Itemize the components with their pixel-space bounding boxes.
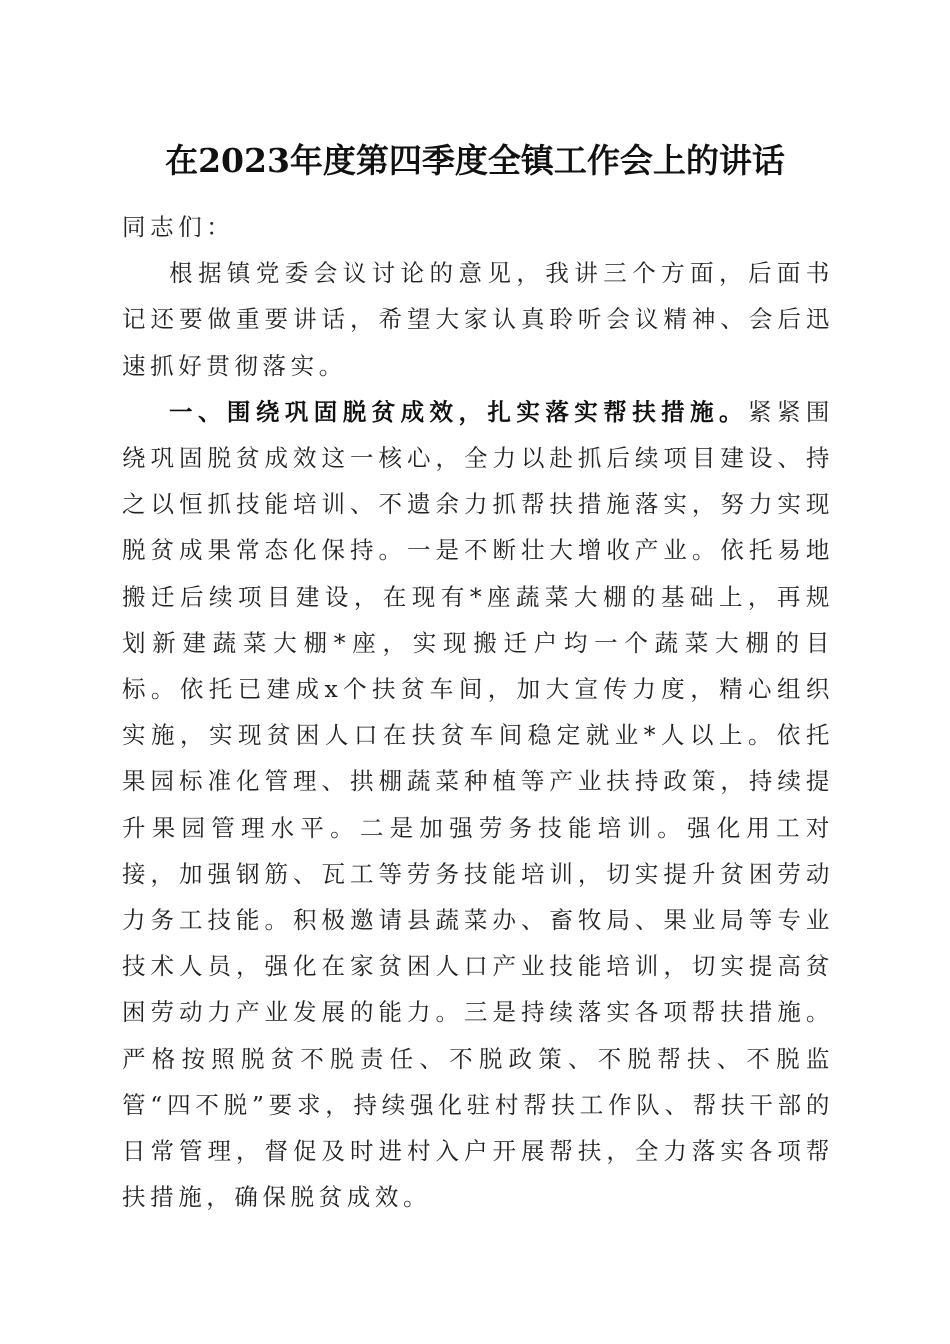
document-title: 在2023年度第四季度全镇工作会上的讲话 — [165, 141, 785, 180]
section-1-body: 紧紧围绕巩固脱贫成效这一核心，全力以赴抓后续项目建设、持之以恒抓技能培训、不遗余力抓帮扶措施落实，努力实现脱贫成果常态化保持。一是不断壮大增收产业。依托易地搬迁后续项目建设，在现有*座蔬菜大棚的基础上，再规划新建蔬菜大棚*座，实现搬迁户均一个蔬菜大棚的目标。依托已建成x个扶贫车间，加大宣传力度，精心组织实施，实现贫困人口在扶贫车间稳定就业*人以上。依托果园标准化管理、拱棚蔬菜种植等产业扶持政策，持续提升果园管理水平。二是加强劳务技能培训。强化用工对接，加强钢筋、瓦工等劳务技能培训，切实提升贫困劳动力务工技能。积极邀请县蔬菜办、畜牧局、果业局等专业技术人员，强化在家贫困人口产业技能培训，切实提高贫困劳动力产业发展的能力。三是持续落实各项帮扶措施。严格按照脱贫不脱责任、不脱政策、不脱帮扶、不脱监管“四不脱”要求，持续强化驻村帮扶工作队、帮扶干部的日常管理，督促及时进村入户开展帮扶，全力落实各项帮扶措施，确保脱贫成效。 — [122, 397, 834, 1212]
document-body — [122, 204, 834, 1220]
intro-paragraph: 根据镇党委会议讨论的意见，我讲三个方面，后面书记还要做重要讲话，希望大家认真聆听会议精神、会后迅速抓好贯彻落实。 — [122, 259, 834, 380]
section-1-paragraph — [122, 389, 834, 1221]
section-1-heading: 一、围绕巩固脱贫成效，扎实落实帮扶措施。 — [169, 397, 748, 426]
salutation: 同志们： — [122, 213, 235, 241]
